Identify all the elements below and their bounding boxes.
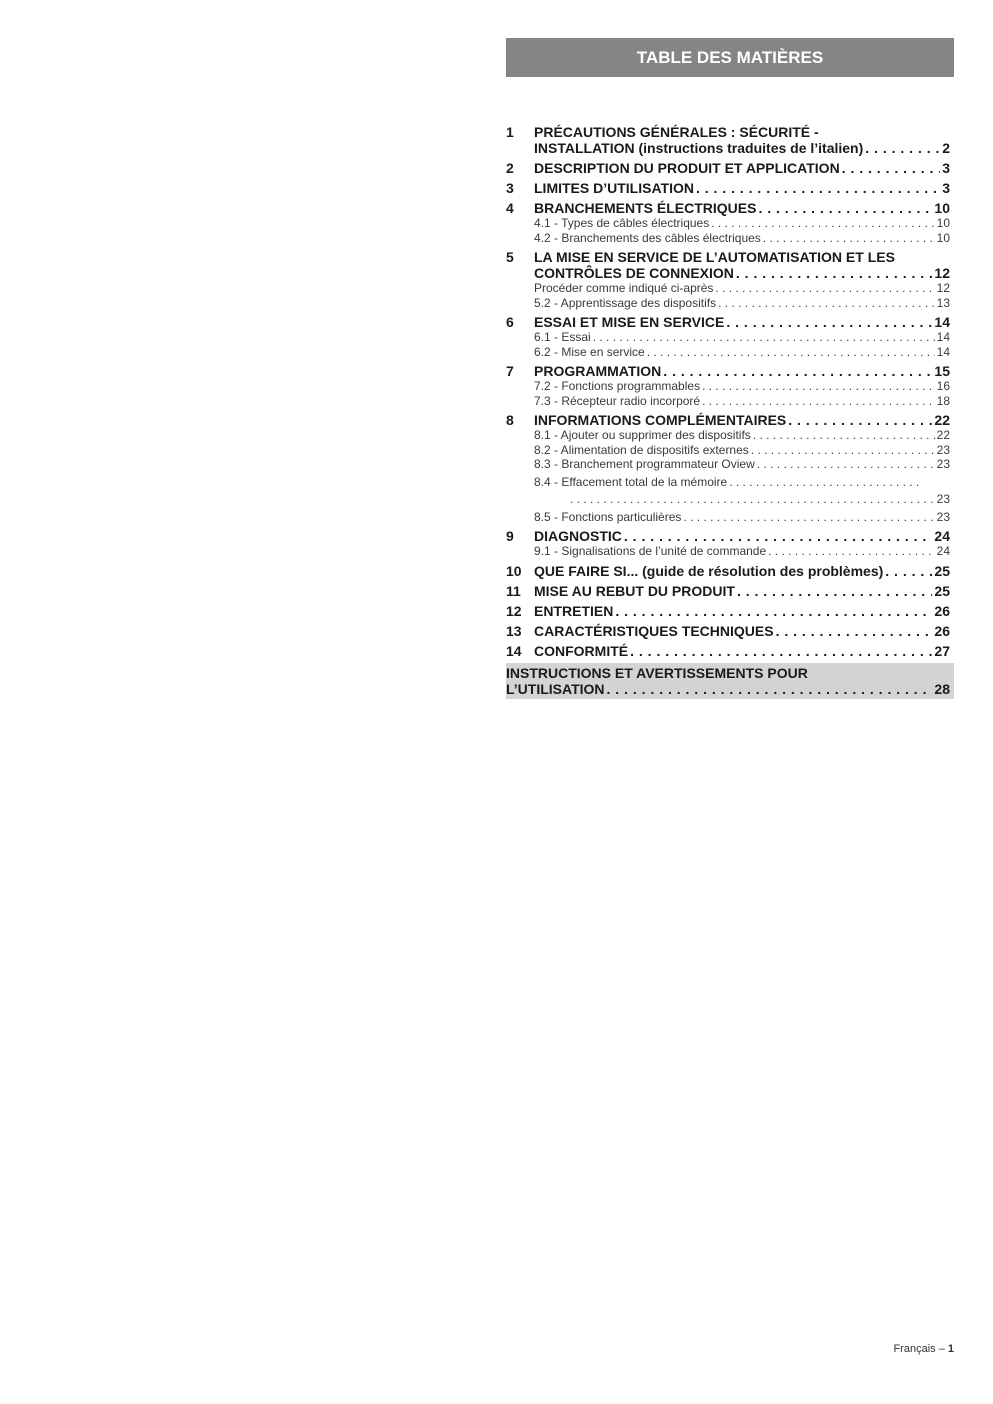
toc-subentry-title: 6.1 - Essai xyxy=(534,330,591,344)
footer-language: Français – xyxy=(893,1343,945,1355)
toc-entry[interactable] xyxy=(506,314,950,359)
toc-entry-title: CONFORMITÉ xyxy=(534,642,629,659)
toc-subentry-title: Procéder comme indiqué ci-après xyxy=(534,281,714,295)
toc-entry-page: 25 xyxy=(934,562,950,579)
toc-entry[interactable] xyxy=(506,623,950,639)
toc-entry-page: 28 xyxy=(934,680,950,697)
toc-entry-page: 22 xyxy=(934,412,950,428)
toc-entry-number: 10 xyxy=(506,562,522,579)
toc-subentry[interactable] xyxy=(534,330,950,345)
toc-entry[interactable] xyxy=(506,412,950,524)
toc-entry-page: 14 xyxy=(934,314,950,330)
toc-subentry-title: 4.2 - Branchements des câbles électriques xyxy=(534,230,761,245)
dot-leader xyxy=(645,345,935,360)
toc-entry-page: 2 xyxy=(942,140,950,156)
page-footer xyxy=(893,1343,954,1355)
toc-entry-title: INSTALLATION (instructions traduites de l’italien) xyxy=(534,140,864,156)
toc-subentry-title: 8.1 - Ajouter ou supprimer des dispositifs xyxy=(534,428,751,442)
toc-subentry-title: 9.1 - Signalisations de l’unité de commande xyxy=(534,544,767,558)
toc-entry[interactable] xyxy=(506,363,950,408)
toc-entry-page: 15 xyxy=(934,363,950,379)
toc-entry-title: INFORMATIONS COMPLÉMENTAIRES xyxy=(534,412,787,428)
toc-entry-number: 11 xyxy=(506,582,521,599)
toc-title: TABLE DES MATIÈRES xyxy=(506,38,954,77)
toc-entry-number: 13 xyxy=(506,622,522,639)
toc-entry-number: 2 xyxy=(506,160,514,176)
toc-entry-title: CONTRÔLES DE CONNEXION xyxy=(534,265,734,281)
toc-entry-title: PROGRAMMATION xyxy=(534,363,662,379)
toc-subentry[interactable] xyxy=(534,231,950,246)
toc-subentry-page: 14 xyxy=(936,330,950,344)
dot-leader xyxy=(749,443,935,458)
toc-entry-page: 10 xyxy=(934,200,950,216)
toc-subentry[interactable] xyxy=(534,428,950,443)
dot-leader xyxy=(694,180,940,196)
dot-leader xyxy=(716,296,935,311)
toc-subentry-page: 10 xyxy=(936,230,950,245)
dot-leader xyxy=(727,475,920,490)
toc-subentry-page: 18 xyxy=(936,393,950,408)
dot-leader xyxy=(761,231,935,246)
toc-subentry-title: 4.1 - Types de câbles électriques xyxy=(534,216,710,230)
toc-entry[interactable] xyxy=(506,124,950,156)
toc-entry-title: CARACTÉRISTIQUES TECHNIQUES xyxy=(534,622,774,639)
toc-entry-title: PRÉCAUTIONS GÉNÉRALES : SÉCURITÉ - xyxy=(534,124,819,140)
toc-subentry-page: 22 xyxy=(936,428,950,442)
toc-entry-number: 12 xyxy=(506,602,522,619)
dot-leader xyxy=(700,394,935,409)
toc-subentry[interactable] xyxy=(534,281,950,296)
toc-subentry-page: 12 xyxy=(936,281,950,295)
toc-subentry-continuation xyxy=(534,492,950,507)
toc-entry-user-instructions[interactable] xyxy=(506,663,954,699)
toc-entry-title: DESCRIPTION DU PRODUIT ET APPLICATION xyxy=(534,160,840,176)
toc-subentry-title: 6.2 - Mise en service xyxy=(534,344,645,359)
toc-entry-number: 1 xyxy=(506,124,514,140)
toc-subentry[interactable] xyxy=(534,379,950,394)
toc-subentry-page: 13 xyxy=(936,295,950,310)
table-of-contents xyxy=(506,124,950,699)
toc-entry-page: 24 xyxy=(934,528,950,544)
toc-entry[interactable] xyxy=(506,643,950,659)
toc-subentry-title: 7.2 - Fonctions programmables xyxy=(534,379,701,393)
dot-leader xyxy=(661,363,932,379)
toc-entry[interactable] xyxy=(506,603,950,619)
dot-leader xyxy=(766,544,935,559)
dot-leader xyxy=(681,510,934,525)
toc-subentry[interactable] xyxy=(534,345,950,360)
toc-entry-page: 25 xyxy=(934,582,950,599)
dot-leader xyxy=(755,457,935,472)
toc-entry-title: QUE FAIRE SI... (guide de résolution des problèmes) xyxy=(534,562,884,579)
toc-entry-number: 5 xyxy=(506,249,514,265)
toc-entry[interactable] xyxy=(506,180,950,196)
dot-leader xyxy=(709,216,934,231)
toc-entry[interactable] xyxy=(506,249,950,310)
toc-entry-title: ENTRETIEN xyxy=(534,602,614,619)
dot-leader xyxy=(724,314,932,330)
toc-entry-number: 8 xyxy=(506,412,514,428)
toc-entry-title: LIMITES D’UTILISATION xyxy=(534,180,694,196)
toc-subentry[interactable] xyxy=(534,457,950,472)
toc-entry-title: BRANCHEMENTS ÉLECTRIQUES xyxy=(534,200,757,216)
dot-leader xyxy=(700,379,935,394)
toc-subentry-title: 8.3 - Branchement programmateur Oview xyxy=(534,457,755,471)
dot-leader xyxy=(751,428,935,443)
toc-entry-page: 27 xyxy=(934,642,950,659)
toc-entry-page: 3 xyxy=(942,160,950,176)
toc-entry-number: 6 xyxy=(506,314,514,330)
toc-entry[interactable] xyxy=(506,160,950,176)
dot-leader xyxy=(591,330,935,345)
dot-leader xyxy=(568,492,935,507)
dot-leader xyxy=(735,583,932,599)
toc-subentry-page: 23 xyxy=(936,492,950,506)
toc-subentry[interactable] xyxy=(534,296,950,311)
dot-leader xyxy=(628,643,932,659)
toc-entry-page: 26 xyxy=(934,622,950,639)
toc-entry-title: DIAGNOSTIC xyxy=(534,528,622,544)
toc-entry-number: 4 xyxy=(506,200,514,216)
dot-leader xyxy=(713,281,934,296)
toc-subentry-title: 8.4 - Effacement total de la mémoire xyxy=(534,474,728,489)
toc-entry[interactable] xyxy=(506,200,950,245)
toc-subentry[interactable] xyxy=(534,510,950,525)
toc-entry-title: INSTRUCTIONS ET AVERTISSEMENTS POUR xyxy=(506,664,808,681)
toc-subentry-page: 24 xyxy=(936,544,950,558)
toc-subentry-page: 23 xyxy=(936,457,950,471)
dot-leader xyxy=(863,140,940,156)
toc-subentry-title: 8.2 - Alimentation de dispositifs externes xyxy=(534,442,749,457)
toc-entry-page: 3 xyxy=(942,180,950,196)
toc-entry-number: 9 xyxy=(506,528,514,544)
dot-leader xyxy=(605,681,933,697)
toc-entry-page: 12 xyxy=(934,265,950,281)
toc-subentry-title: 5.2 - Apprentissage des dispositifs xyxy=(534,295,717,310)
dot-leader xyxy=(622,528,933,544)
toc-entry-page: 26 xyxy=(934,602,950,619)
toc-subentry[interactable] xyxy=(534,544,950,559)
toc-entry-number: 3 xyxy=(506,180,514,196)
toc-subentry[interactable] xyxy=(534,216,950,231)
toc-subentry[interactable] xyxy=(534,394,950,409)
footer-page-number: 1 xyxy=(947,1343,954,1355)
toc-subentry-page: 23 xyxy=(936,509,950,524)
toc-entry-title: ESSAI ET MISE EN SERVICE xyxy=(534,314,725,330)
toc-entry[interactable] xyxy=(506,528,950,559)
dot-leader xyxy=(734,265,933,281)
dot-leader xyxy=(883,563,932,579)
toc-subentry-title: 7.3 - Récepteur radio incorporé xyxy=(534,393,701,408)
toc-subentry-page: 23 xyxy=(936,442,950,457)
toc-entry-title: L’UTILISATION xyxy=(506,680,605,697)
toc-entry-number: 7 xyxy=(506,363,514,379)
dot-leader xyxy=(756,200,932,216)
toc-entry[interactable] xyxy=(506,563,950,579)
dot-leader xyxy=(786,412,932,428)
toc-subentry-page: 10 xyxy=(936,216,950,230)
toc-subentry[interactable] xyxy=(534,443,950,458)
toc-subentry-title: 8.5 - Fonctions particulières xyxy=(534,509,682,524)
toc-entry-title: LA MISE EN SERVICE DE L’AUTOMATISATION ET LES xyxy=(534,249,895,265)
toc-subentry-page: 16 xyxy=(936,379,950,393)
dot-leader xyxy=(840,160,941,176)
toc-subentry[interactable] xyxy=(534,475,950,490)
dot-leader xyxy=(613,603,932,619)
toc-entry[interactable] xyxy=(506,583,950,599)
toc-entry-number: 14 xyxy=(506,642,522,659)
toc-subentry-page: 14 xyxy=(936,344,950,359)
toc-entry-title: MISE AU REBUT DU PRODUIT xyxy=(534,582,735,599)
dot-leader xyxy=(774,623,933,639)
